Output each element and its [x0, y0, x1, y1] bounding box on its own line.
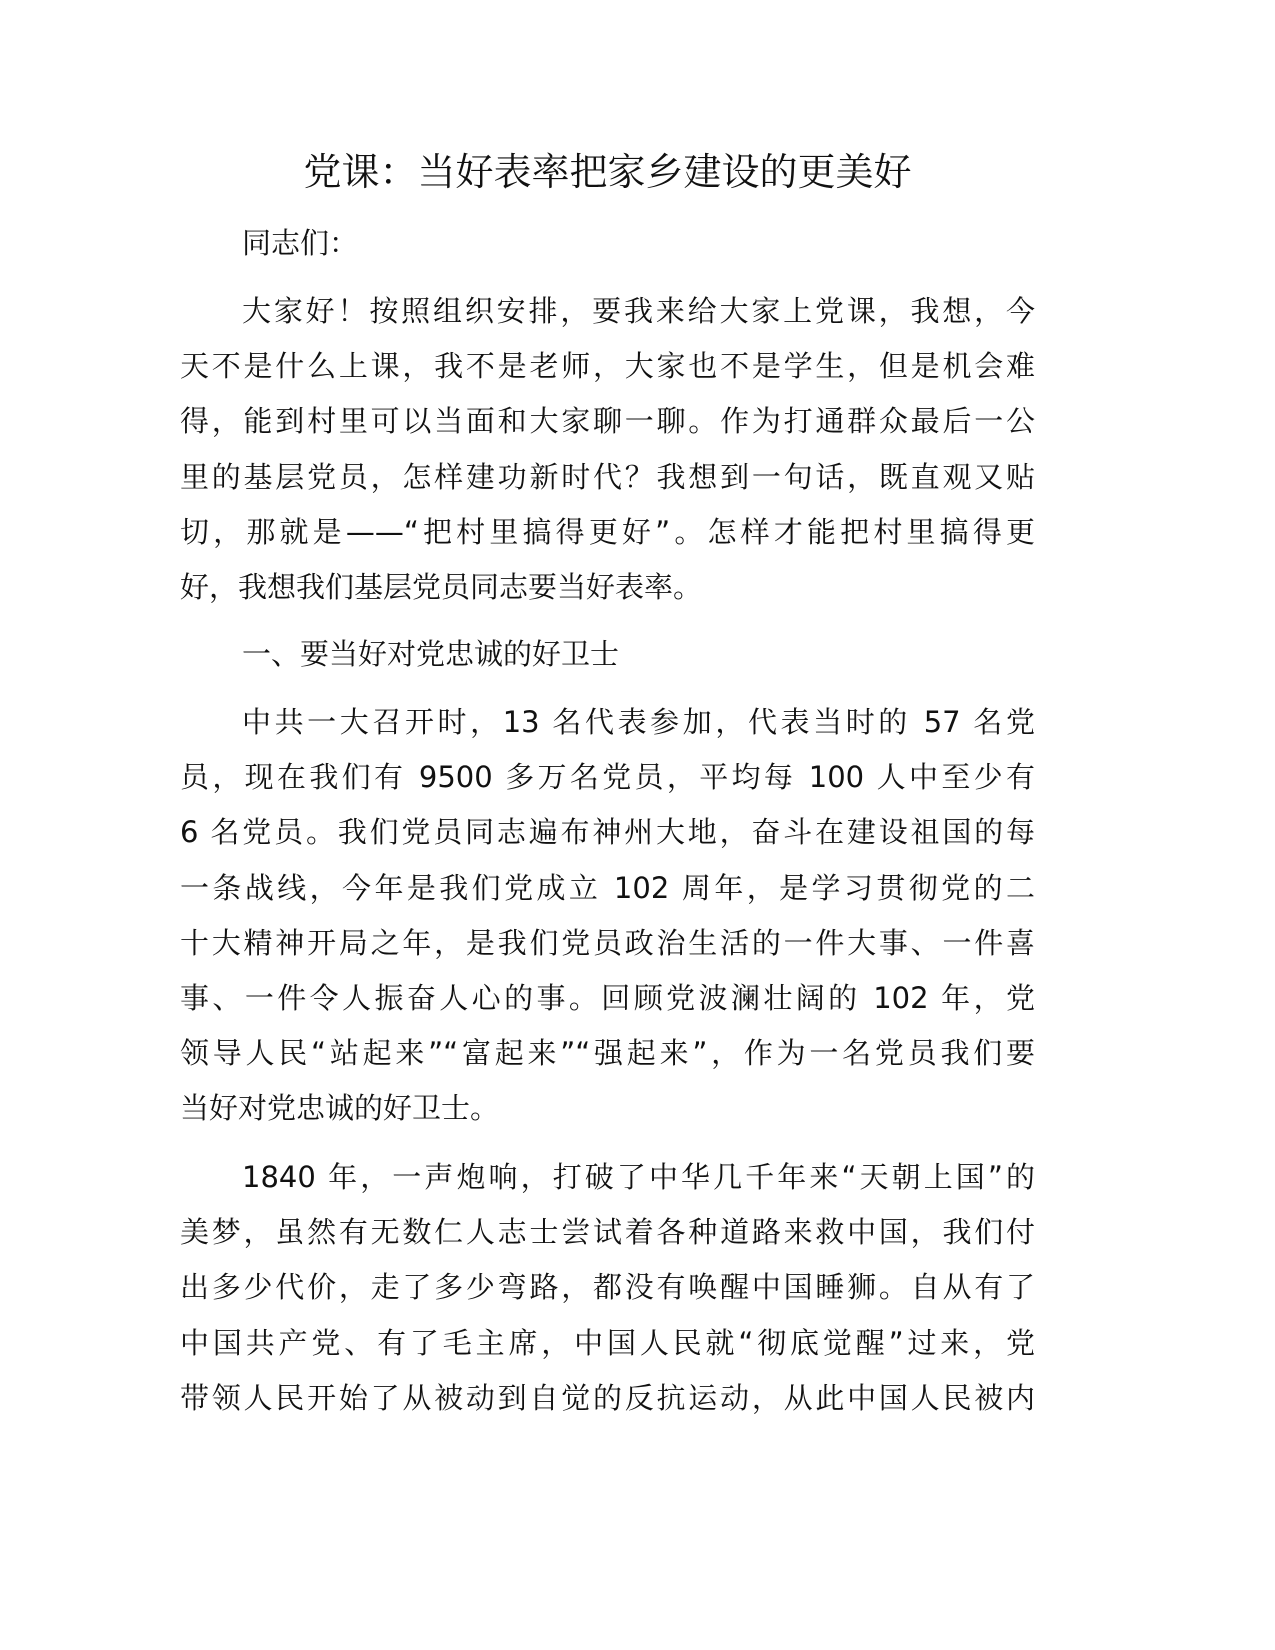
paragraph-line: 中国共产党、有了毛主席，中国人民就“彻底觉醒”过来，党 — [180, 1325, 1035, 1360]
section-heading: 一、要当好对党忠诚的好卫士 — [242, 637, 620, 671]
paragraph-line: 带领人民开始了从被动到自觉的反抗运动，从此中国人民被内 — [180, 1380, 1035, 1415]
paragraph-line: 员，现在我们有 9500 多万名党员，平均每 100 人中至少有 — [180, 760, 1035, 795]
paragraph-line: 当好对党忠诚的好卫士。 — [180, 1091, 500, 1126]
paragraph-line: 1840 年，一声炮响，打破了中华几千年来“天朝上国”的 — [242, 1160, 1035, 1194]
paragraph-line: 领导人民“站起来”“富起来”“强起来”，作为一名党员我们要 — [180, 1036, 1035, 1071]
paragraph-line: 里的基层党员，怎样建功新时代？我想到一句话，既直观又贴 — [180, 459, 1035, 494]
greeting: 同志们： — [242, 226, 359, 260]
paragraph-line: 好，我想我们基层党员同志要当好表率。 — [180, 570, 703, 604]
paragraph-line: 出多少代价，走了多少弯路，都没有唤醒中国睡狮。自从有了 — [180, 1270, 1035, 1305]
paragraph-line: 美梦，虽然有无数仁人志士尝试着各种道路来救中国，我们付 — [180, 1215, 1035, 1250]
paragraph-line: 大家好！按照组织安排，要我来给大家上党课，我想，今 — [242, 294, 1035, 328]
paragraph-line: 6 名党员。我们党员同志遍布神州大地，奋斗在建设祖国的每 — [180, 815, 1035, 850]
paragraph-line: 天不是什么上课，我不是老师，大家也不是学生，但是机会难 — [180, 349, 1035, 384]
paragraph-line: 十大精神开局之年，是我们党员政治生活的一件大事、一件喜 — [180, 925, 1035, 960]
paragraph-line: 得，能到村里可以当面和大家聊一聊。作为打通群众最后一公 — [180, 404, 1035, 439]
paragraph-line: 切，那就是——“把村里搞得更好”。怎样才能把村里搞得更 — [180, 514, 1035, 549]
paragraph-line: 事、一件令人振奋人心的事。回顾党波澜壮阔的 102 年，党 — [180, 981, 1035, 1015]
paragraph-line: 中共一大召开时，13 名代表参加，代表当时的 57 名党 — [242, 705, 1035, 739]
document-title: 党课：当好表率把家乡建设的更美好 — [303, 150, 912, 194]
paragraph-line: 一条战线，今年是我们党成立 102 周年，是学习贯彻党的二 — [180, 870, 1035, 905]
